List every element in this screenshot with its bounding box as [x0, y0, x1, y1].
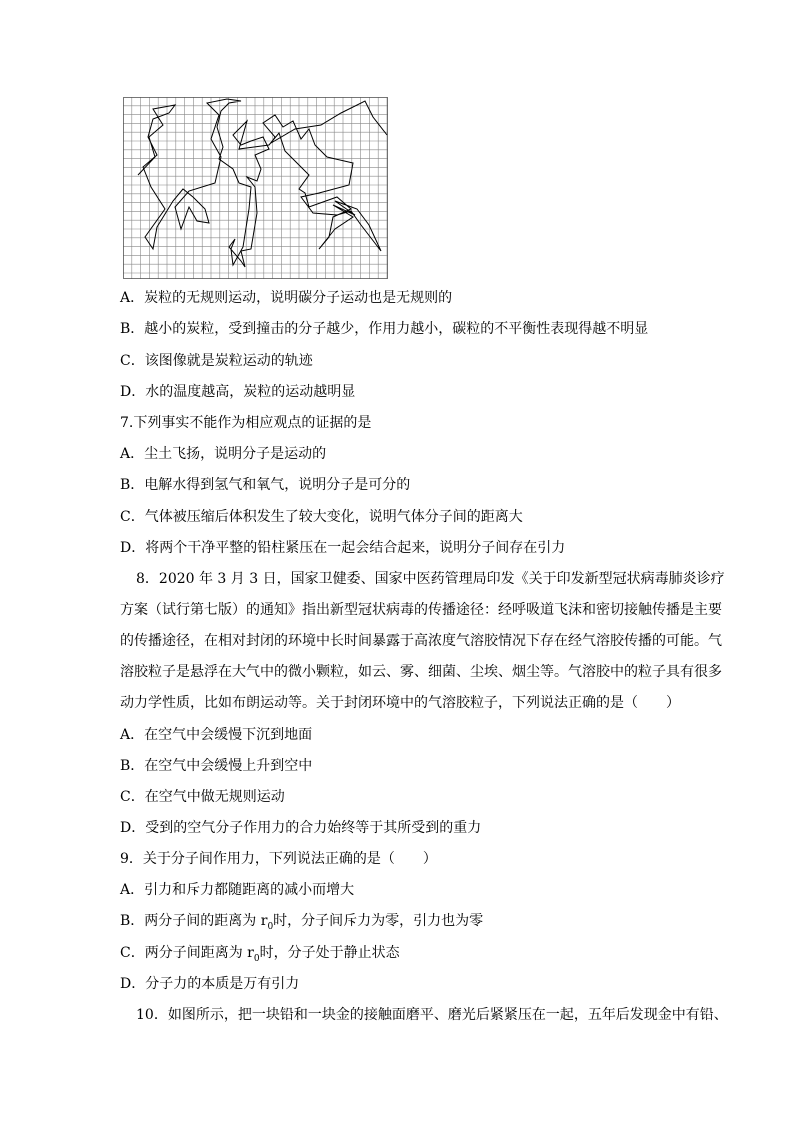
q9-stem: 9．关于分子间作用力，下列说法正确的是（ ）	[120, 851, 437, 867]
q6-option-b: B．越小的炭粒，受到撞击的分子越少，作用力越小，碳粒的不平衡性表现得越不明显	[120, 321, 649, 337]
q9-option-b-tail: 时，分子间斥力为零，引力也为零	[273, 913, 484, 929]
q9-option-c	[120, 943, 400, 969]
q9-option-b-text: B．两分子间的距离为 r	[120, 913, 268, 929]
q9-option-d: D．分子力的本质是万有引力	[120, 976, 300, 992]
q8-option-a: A．在空气中会缓慢下沉到地面	[120, 727, 313, 743]
brownian-motion-figure	[123, 97, 388, 279]
q6-option-d: D．水的温度越高，炭粒的运动越明显	[120, 384, 356, 400]
q9-option-c-text: C．两分子间距离为 r	[120, 945, 254, 961]
q10-stem: 10．如图所示，把一块铅和一块金的接触面磨平、磨光后紧紧压在一起，五年后发现金中有铅、	[136, 1007, 728, 1023]
q9-option-b	[120, 911, 483, 937]
q9-option-c-tail: 时，分子处于静止状态	[259, 945, 400, 961]
q8-stem-line-4: 溶胶粒子是悬浮在大气中的微小颗粒，如云、雾、细菌、尘埃、烟尘等。气溶胶中的粒子具有很多	[120, 664, 722, 680]
q7-stem: 7.下列事实不能作为相应观点的证据的是	[120, 415, 372, 431]
q8-option-b: B．在空气中会缓慢上升到空中	[120, 758, 313, 774]
q8-stem-line-2: 方案（试行第七版）的通知》指出新型冠状病毒的传播途径：经呼吸道飞沫和密切接触传播是主要	[120, 602, 722, 618]
q8-stem-line-3: 的传播途径，在相对封闭的环境中长时间暴露于高浓度气溶胶情况下存在经气溶胶传播的可能。气	[120, 633, 722, 649]
q7-option-c: C．气体被压缩后体积发生了较大变化，说明气体分子间的距离大	[120, 509, 523, 525]
q8-stem-line-5: 动力学性质，比如布朗运动等。关于封闭环境中的气溶胶粒子，下列说法正确的是（ ）	[120, 695, 680, 711]
q8-stem-line-1: 8．2020 年 3 月 3 日，国家卫健委、国家中医药管理局印发《关于印发新型冠状病毒肺炎诊疗	[136, 571, 725, 587]
q7-option-a: A．尘土飞扬，说明分子是运动的	[120, 446, 327, 462]
q8-option-c: C．在空气中做无规则运动	[120, 789, 285, 805]
q8-option-d: D．受到的空气分子作用力的合力始终等于其所受到的重力	[120, 820, 482, 836]
q9-option-c-subscript: 0	[253, 953, 260, 964]
q6-option-a: A．炭粒的无规则运动，说明碳分子运动也是无规则的	[120, 290, 453, 306]
q7-option-d: D．将两个干净平整的铅柱紧压在一起会结合起来，说明分子间存在引力	[120, 540, 566, 556]
q9-option-a: A．引力和斥力都随距离的减小而增大	[120, 882, 355, 898]
q9-option-b-subscript: 0	[267, 921, 274, 932]
q7-option-b: B．电解水得到氢气和氧气，说明分子是可分的	[120, 477, 411, 493]
q6-option-c: C．该图像就是炭粒运动的轨迹	[120, 353, 313, 369]
brownian-motion-grid-icon	[123, 97, 388, 279]
